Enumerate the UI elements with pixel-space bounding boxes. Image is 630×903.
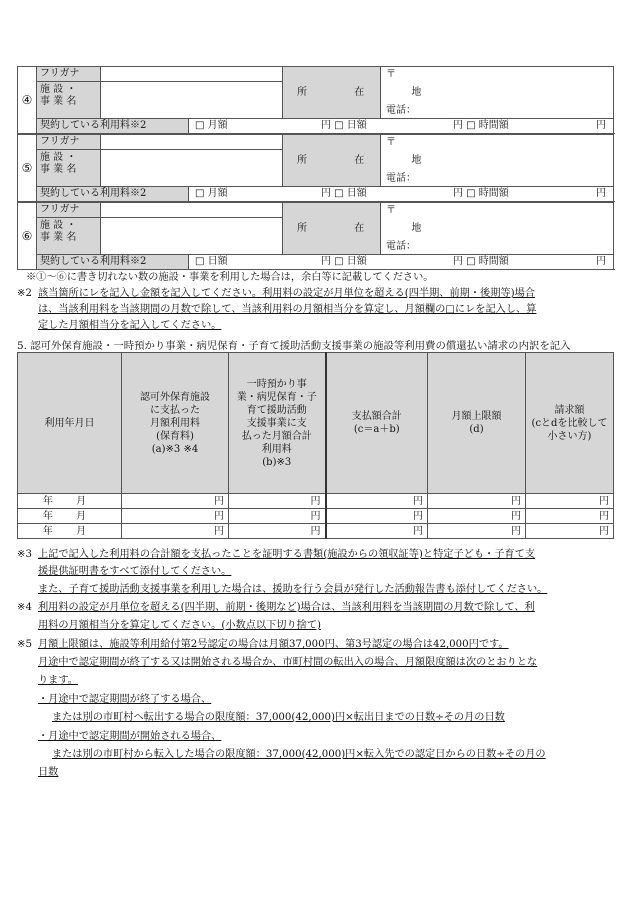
yen-unit: 円 bbox=[596, 256, 606, 267]
location-label: 所 在 地 bbox=[283, 203, 381, 255]
facility-number: ⑥ bbox=[18, 203, 37, 270]
contract-fee-row[interactable] bbox=[189, 187, 614, 202]
facility-number: ④ bbox=[18, 67, 37, 134]
daily-checkbox[interactable]: 円 □ 日額 bbox=[321, 120, 367, 131]
facility-name-input[interactable] bbox=[101, 82, 283, 119]
note-3-line2: 援提供証明書をすべて添付してください。 bbox=[38, 566, 232, 577]
cell-d[interactable]: 円 bbox=[428, 524, 526, 539]
contract-fee-row[interactable] bbox=[189, 255, 614, 270]
note-5-bullet1: ・月途中で認定期間が終了する場合、 bbox=[38, 694, 212, 705]
hourly-checkbox[interactable]: 円 □ 時間額 bbox=[453, 256, 509, 267]
cell-b[interactable]: 円 bbox=[229, 524, 326, 539]
cell-e[interactable]: 円 bbox=[526, 524, 614, 539]
note-5-bullet2-line2: または別の市町村から転入した場合の限度額：37,000(42,000)円×転入先での認定日からの日数÷その月の bbox=[52, 749, 546, 760]
note-5-line2: 月途中で認定期間が終了する又は開始される場合か、市町村間の転出入の場合、月額限度額は次のとおりとな bbox=[38, 657, 538, 668]
facility-name-label: 施 設 ・ 事 業 名 bbox=[37, 82, 101, 119]
cell-e[interactable]: 円 bbox=[526, 509, 614, 524]
cell-a[interactable]: 円 bbox=[122, 524, 229, 539]
daily-checkbox[interactable]: 円 □ 日額 bbox=[321, 188, 367, 199]
location-label: 所 在 地 bbox=[283, 67, 381, 119]
monthly-checkbox[interactable]: □ 月額 bbox=[195, 188, 228, 199]
note-overflow: ※①～⑥に書き切れない数の施設・事業を利用した場合は，余白等に記載してください。 bbox=[26, 272, 434, 283]
note-2-mark: ※2 bbox=[17, 288, 33, 299]
facility-table-6 bbox=[17, 202, 614, 270]
monthly-checkbox[interactable]: □ 月額 bbox=[195, 120, 228, 131]
hourly-checkbox[interactable]: 円 □ 時間額 bbox=[453, 188, 509, 199]
contract-fee-label: 契約している利用料※2 bbox=[37, 255, 189, 270]
note-5-bullet1-line2: または別の市町村へ転出する場合の限度額：37,000(42,000)円×転出日までの日数÷その月の日数 bbox=[52, 712, 505, 723]
contract-fee-label: 契約している利用料※2 bbox=[37, 187, 189, 202]
note-5-line1: 月額上限額は、施設等利用給付第2号認定の場合は月額37,000円、第3号認定の場合は42,000円です。 bbox=[38, 639, 509, 650]
tel-label: 電話： bbox=[386, 105, 417, 116]
address-field[interactable] bbox=[381, 203, 614, 255]
contract-fee-row[interactable] bbox=[189, 119, 614, 134]
monthly-checkbox[interactable]: □ 日額 bbox=[195, 256, 228, 267]
furigana-label: フリガナ bbox=[37, 67, 101, 82]
facility-name-label: 施 設 ・ 事 業 名 bbox=[37, 150, 101, 187]
cell-a[interactable]: 円 bbox=[122, 509, 229, 524]
cell-e[interactable]: 円 bbox=[526, 494, 614, 509]
cell-c[interactable]: 円 bbox=[326, 509, 428, 524]
cell-d[interactable]: 円 bbox=[428, 509, 526, 524]
facility-name-label: 施 設 ・ 事 業 名 bbox=[37, 218, 101, 255]
note-5-bullet2: ・月途中で認定期間が開始される場合、 bbox=[38, 731, 222, 742]
note-3-line3: また、子育て援助活動支援事業を利用した場合は、援助を行う会員が発行した活動報告書も添付してください。 bbox=[38, 584, 548, 595]
header-b: 一時預かり事 業・病児保育・子 育て援助活動 支援事業に支 払った月額合計 利用料 (b)※3 bbox=[229, 353, 326, 494]
header-d: 月額上限額 (d) bbox=[428, 353, 526, 494]
cell-b[interactable]: 円 bbox=[229, 494, 326, 509]
postal-mark: 〒 bbox=[386, 205, 397, 216]
location-label: 所 在 地 bbox=[283, 135, 381, 187]
daily-checkbox[interactable]: 円 □ 日額 bbox=[321, 256, 367, 267]
cell-a[interactable]: 円 bbox=[122, 494, 229, 509]
postal-mark: 〒 bbox=[386, 137, 397, 148]
header-month: 利用年月日 bbox=[18, 353, 122, 494]
note-2-line2: は、当該利用料を当該期間の月数で除して、当該利用料の月額相当分を算定し、月額欄の□にレを記入し、算 bbox=[38, 304, 537, 315]
facility-name-input[interactable] bbox=[101, 218, 283, 255]
header-c: 支払額合計 (c＝a＋b) bbox=[326, 353, 428, 494]
note-4-line1: 利用料の設定が月単位を超える(四半期、前期・後期など)場合は、当該利用料を当該期間の月数で除して、利 bbox=[38, 602, 535, 613]
cell-c[interactable]: 円 bbox=[326, 494, 428, 509]
cell-c[interactable]: 円 bbox=[326, 524, 428, 539]
table-row bbox=[18, 494, 614, 509]
facility-table-5 bbox=[17, 134, 614, 202]
cell-b[interactable]: 円 bbox=[229, 509, 326, 524]
postal-mark: 〒 bbox=[386, 69, 397, 80]
cell-d[interactable]: 円 bbox=[428, 494, 526, 509]
note-3-mark: ※3 bbox=[17, 549, 33, 560]
facility-number: ⑤ bbox=[18, 135, 37, 202]
facility-name-input[interactable] bbox=[101, 150, 283, 187]
address-field[interactable] bbox=[381, 135, 614, 187]
tel-label: 電話： bbox=[386, 173, 417, 184]
address-field[interactable] bbox=[381, 67, 614, 119]
cell-year-month[interactable]: 年 月 bbox=[18, 509, 122, 524]
yen-unit: 円 bbox=[596, 120, 606, 131]
furigana-input[interactable] bbox=[101, 203, 283, 218]
furigana-label: フリガナ bbox=[37, 203, 101, 218]
note-3-line1: 上記で記入した利用料の合計額を支払ったことを証明する書類(施設からの領収証等)と特定子ども・子育て支 bbox=[38, 549, 535, 560]
furigana-label: フリガナ bbox=[37, 135, 101, 150]
note-4-mark: ※4 bbox=[17, 602, 33, 613]
furigana-input[interactable] bbox=[101, 135, 283, 150]
note-4-line2: 用料の月額相当分を算定してください。(小数点以下切り捨て) bbox=[38, 620, 322, 631]
furigana-input[interactable] bbox=[101, 67, 283, 82]
note-5-bullet2-line3: 日数 bbox=[38, 767, 59, 778]
note-2-line1: 該当箇所にレを記入し金額を記入してください。利用料の設定が月単位を超える(四半期、前期・後期等)場合 bbox=[38, 288, 535, 299]
table-row bbox=[18, 509, 614, 524]
claim-table bbox=[17, 352, 614, 539]
header-e: 請求額 (cとdを比較して 小さい方) bbox=[526, 353, 614, 494]
table-row bbox=[18, 524, 614, 539]
header-a: 認可外保育施設 に支払った 月額利用料 (保育料) (a)※3 ※4 bbox=[122, 353, 229, 494]
contract-fee-label: 契約している利用料※2 bbox=[37, 119, 189, 134]
facility-table-4 bbox=[17, 66, 614, 134]
note-5-mark: ※5 bbox=[17, 639, 33, 650]
cell-year-month[interactable]: 年 月 bbox=[18, 524, 122, 539]
tel-label: 電話： bbox=[386, 241, 417, 252]
yen-unit: 円 bbox=[596, 188, 606, 199]
cell-year-month[interactable]: 年 月 bbox=[18, 494, 122, 509]
hourly-checkbox[interactable]: 円 □ 時間額 bbox=[453, 120, 509, 131]
section-5-title: 5. 認可外保育施設・一時預かり事業・病児保育・子育て援助活動支援事業の施設等利用費の償還払い請求の内訳を記入 bbox=[17, 340, 571, 352]
note-5-line3: ります。 bbox=[38, 675, 78, 686]
note-2-line3: 定した月額相当分を記入してください。 bbox=[38, 320, 222, 331]
